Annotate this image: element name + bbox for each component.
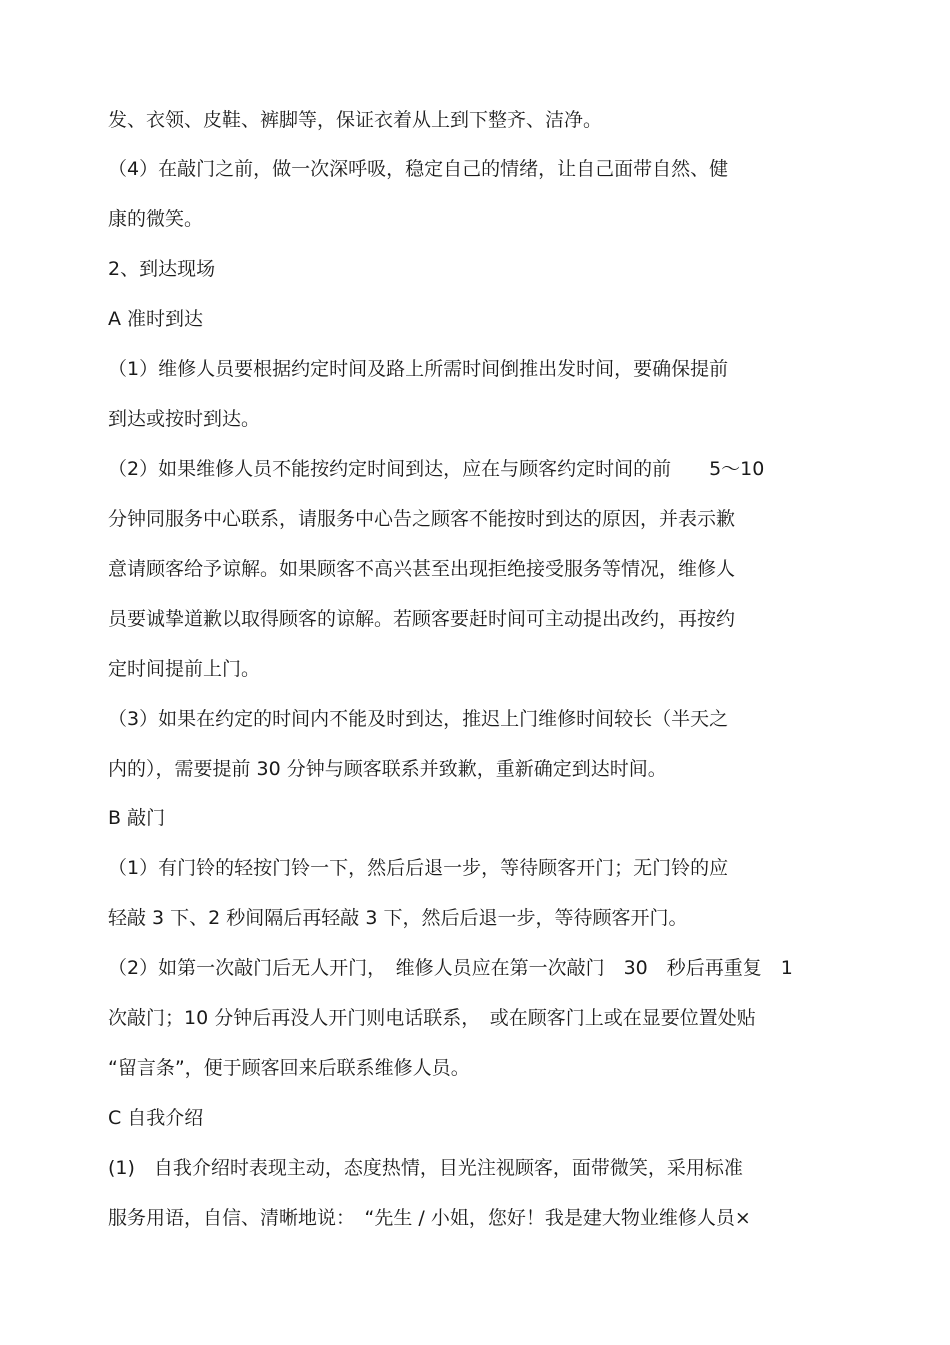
text-line: （1）有门铃的轻按门铃一下，然后后退一步，等待顾客开门；无门铃的应 — [108, 857, 729, 879]
text-line: 轻敲 3 下、2 秒间隔后再轻敲 3 下，然后后退一步，等待顾客开门。 — [108, 907, 688, 929]
subsection-heading: A 准时到达 — [108, 308, 204, 330]
subsection-heading: C 自我介绍 — [108, 1107, 204, 1129]
text-line: 内的），需要提前 30 分钟与顾客联系并致歉，重新确定到达时间。 — [108, 758, 667, 780]
section-heading: 2、到达现场 — [108, 258, 216, 280]
text-line: (1) 自我介绍时表现主动，态度热情，目光注视顾客，面带微笑，采用标准 — [108, 1157, 743, 1179]
text-line: （3）如果在约定的时间内不能及时到达，推迟上门维修时间较长（半天之 — [108, 708, 729, 730]
text-line: （4）在敲门之前，做一次深呼吸，稳定自己的情绪，让自己面带自然、健 — [108, 158, 729, 180]
text-line: 分钟同服务中心联系，请服务中心告之顾客不能按时到达的原因，并表示歉 — [108, 508, 736, 530]
text-line: （2）如第一次敲门后无人开门， 维修人员应在第一次敲门 30 秒后再重复 1 — [108, 957, 793, 979]
text-line: 到达或按时到达。 — [108, 408, 261, 430]
subsection-heading: B 敲门 — [108, 807, 166, 829]
text-line: 定时间提前上门。 — [108, 658, 261, 680]
text-line: （1）维修人员要根据约定时间及路上所需时间倒推出发时间，要确保提前 — [108, 358, 729, 380]
text-line: 发、衣领、皮鞋、裤脚等，保证衣着从上到下整齐、洁净。 — [108, 109, 603, 131]
text-line: 意请顾客给予谅解。如果顾客不高兴甚至出现拒绝接受服务等情况，维修人 — [108, 558, 736, 580]
text-line: “留言条”，便于顾客回来后联系维修人员。 — [108, 1057, 470, 1079]
text-line: 康的微笑。 — [108, 208, 204, 230]
text-line: 员要诚挚道歉以取得顾客的谅解。若顾客要赶时间可主动提出改约，再按约 — [108, 608, 736, 630]
text-line: 服务用语，自信、清晰地说： “先生 / 小姐，您好！我是建大物业维修人员× — [108, 1207, 751, 1229]
text-line: （2）如果维修人员不能按约定时间到达，应在与顾客约定时间的前 5～10 — [108, 458, 765, 480]
text-line: 次敲门；10 分钟后再没人开门则电话联系， 或在顾客门上或在显要位置处贴 — [108, 1007, 756, 1029]
